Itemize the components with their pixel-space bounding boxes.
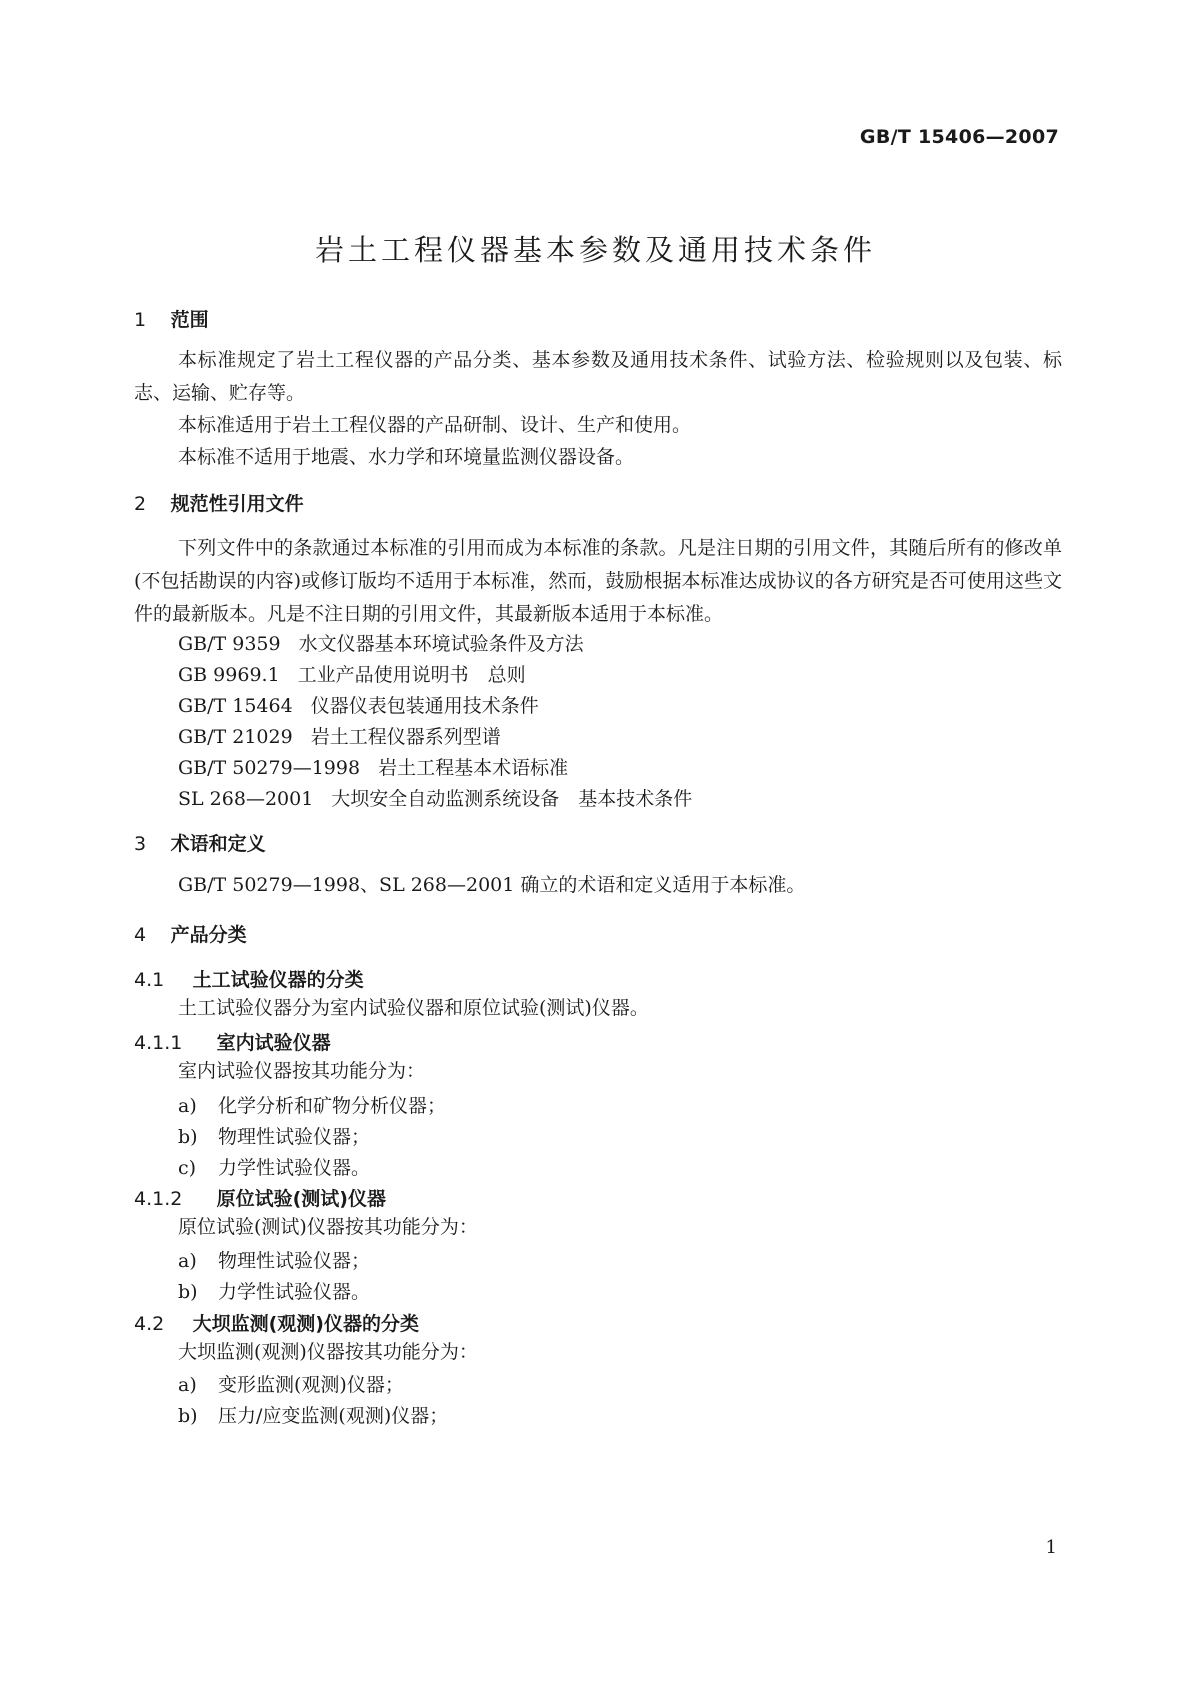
section-title: 术语和定义 <box>170 833 266 855</box>
section-2-heading <box>134 489 304 516</box>
reference-code: GB 9969.1 <box>178 664 280 686</box>
reference-item <box>178 629 584 656</box>
reference-title: 工业产品使用说明书 总则 <box>297 664 526 686</box>
list-marker: b) <box>178 1281 198 1303</box>
list-item <box>178 1370 404 1397</box>
list-text: 化学分析和矿物分析仪器； <box>218 1095 447 1117</box>
list-item <box>178 1153 370 1180</box>
reference-item <box>178 660 526 687</box>
reference-item <box>178 691 539 718</box>
section-number: 3 <box>134 833 147 855</box>
section-title: 原位试验(测试)仪器 <box>216 1188 386 1210</box>
list-item <box>178 1122 370 1149</box>
section-4-2-paragraph: 大坝监测(观测)仪器按其功能分为： <box>178 1341 478 1363</box>
section-4-heading <box>134 920 247 947</box>
list-marker: a) <box>178 1374 197 1396</box>
section-number: 4 <box>134 924 147 946</box>
section-4-2-heading <box>134 1309 419 1336</box>
reference-item <box>178 784 692 811</box>
normative-references-intro: 下列文件中的条款通过本标准的引用而成为本标准的条款。凡是注日期的引用文件，其随后所有的修改单(不包括勘误的内容)或修订版均不适用于本标准，然而，鼓励根据本标准达成协议的各方研究是否可使用这些文件的最新版本。凡是不注日期的引用文件，其最新版本适用于本标准。 <box>134 537 1062 625</box>
section-title: 范围 <box>170 309 209 331</box>
reference-code: GB/T 15464 <box>178 695 293 717</box>
reference-code: GB/T 21029 <box>178 726 293 748</box>
section-number: 4.1.2 <box>134 1188 183 1210</box>
section-4-1-1-paragraph: 室内试验仪器按其功能分为： <box>178 1060 426 1082</box>
scope-paragraph-3: 本标准不适用于地震、水力学和环境量监测仪器设备。 <box>178 446 635 468</box>
reference-title: 水文仪器基本环境试验条件及方法 <box>298 633 584 655</box>
section-4-1-2-paragraph: 原位试验(测试)仪器按其功能分为： <box>178 1216 478 1238</box>
list-text: 压力/应变监测(观测)仪器； <box>218 1405 449 1427</box>
section-4-1-heading <box>134 965 364 992</box>
section-4-1-2-heading <box>134 1184 386 1211</box>
reference-code: SL 268—2001 <box>178 788 314 810</box>
section-title: 大坝监测(观测)仪器的分类 <box>192 1313 419 1335</box>
list-text: 力学性试验仪器。 <box>218 1157 371 1179</box>
section-4-1-paragraph: 土工试验仪器分为室内试验仪器和原位试验(测试)仪器。 <box>178 997 649 1019</box>
list-item <box>178 1401 448 1428</box>
section-title: 产品分类 <box>170 924 247 946</box>
reference-title: 岩土工程基本术语标准 <box>378 757 569 779</box>
list-item <box>178 1246 370 1273</box>
section-4-1-1-heading <box>134 1028 331 1055</box>
scope-paragraph-1: 本标准规定了岩土工程仪器的产品分类、基本参数及通用技术条件、试验方法、检验规则以及包装、标志、运输、贮存等。 <box>134 349 1062 404</box>
reference-title: 大坝安全自动监测系统设备 基本技术条件 <box>331 788 693 810</box>
reference-code: GB/T 9359 <box>178 633 281 655</box>
list-text: 物理性试验仪器； <box>218 1250 371 1272</box>
list-item <box>178 1091 446 1118</box>
reference-title: 岩土工程仪器系列型谱 <box>310 726 501 748</box>
section-number: 4.1.1 <box>134 1032 183 1054</box>
list-text: 变形监测(观测)仪器； <box>218 1374 404 1396</box>
list-text: 物理性试验仪器； <box>218 1126 371 1148</box>
section-1-heading <box>134 305 209 332</box>
section-number: 1 <box>134 309 147 331</box>
section-3-heading <box>134 829 266 856</box>
page-number: 1 <box>1045 1537 1057 1558</box>
document-title: 岩土工程仪器基本参数及通用技术条件 <box>314 233 876 267</box>
terms-paragraph: GB/T 50279—1998、SL 268—2001 确立的术语和定义适用于本标准。 <box>178 874 806 896</box>
list-marker: b) <box>178 1126 198 1148</box>
section-number: 4.1 <box>134 969 165 991</box>
reference-item <box>178 722 501 749</box>
reference-code: GB/T 50279—1998 <box>178 757 361 779</box>
reference-title: 仪器仪表包装通用技术条件 <box>310 695 539 717</box>
reference-item <box>178 753 568 780</box>
section-title: 室内试验仪器 <box>216 1032 331 1054</box>
section-title: 土工试验仪器的分类 <box>192 969 364 991</box>
section-number: 2 <box>134 493 147 515</box>
scope-paragraph-2: 本标准适用于岩土工程仪器的产品研制、设计、生产和使用。 <box>178 414 692 436</box>
list-item <box>178 1277 370 1304</box>
list-marker: a) <box>178 1095 197 1117</box>
section-title: 规范性引用文件 <box>170 493 304 515</box>
list-marker: c) <box>178 1157 197 1179</box>
list-marker: b) <box>178 1405 198 1427</box>
standard-number: GB/T 15406—2007 <box>859 126 1059 148</box>
list-marker: a) <box>178 1250 197 1272</box>
section-number: 4.2 <box>134 1313 165 1335</box>
list-text: 力学性试验仪器。 <box>218 1281 371 1303</box>
